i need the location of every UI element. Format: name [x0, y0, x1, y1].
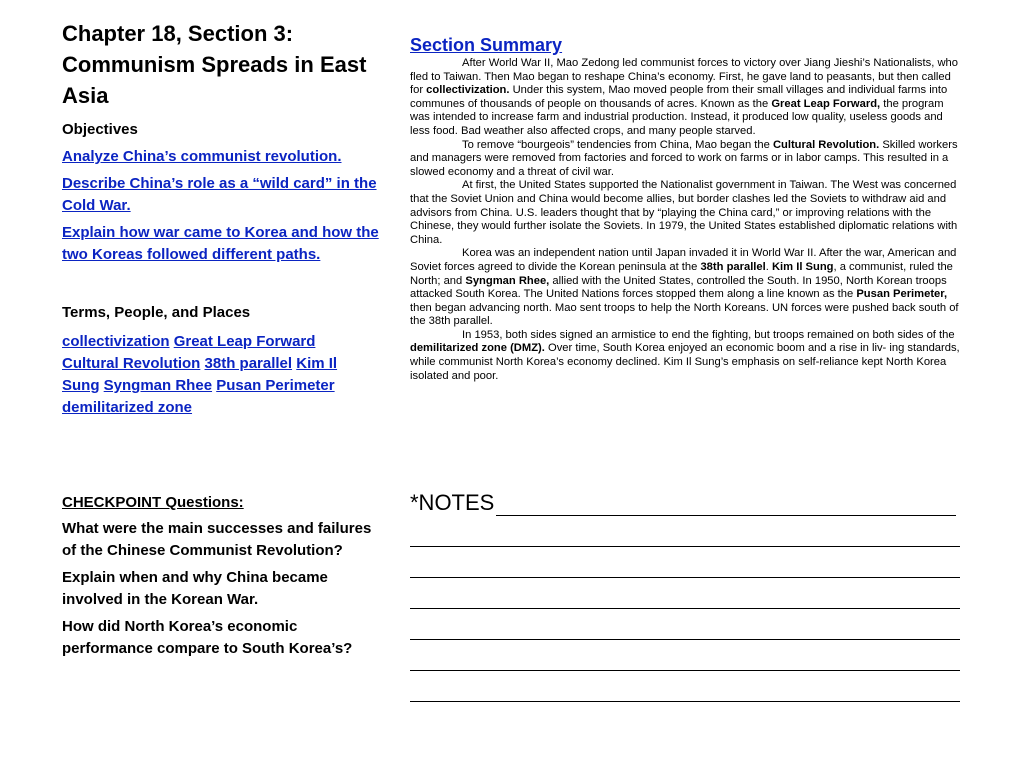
- summary-paragraph: [410, 57, 962, 139]
- summary-text: After World War II, Mao Zedong led communist forces to victory over Jiang Jieshi’s Nationalists, who fled to Taiwan. Then Mao began to reshape China’s economy. First, he gave land to peasants, but then called for: [410, 57, 958, 97]
- notes-line[interactable]: [410, 547, 960, 578]
- key-term: Kim Il Sung: [771, 260, 834, 273]
- summary-paragraph: [410, 329, 962, 383]
- summary-heading: Section Summary: [410, 35, 563, 55]
- summary-paragraph: [410, 247, 962, 329]
- key-term: Cultural Revolution.: [772, 138, 880, 151]
- checkpoint-heading: CHECKPOINT Questions:: [62, 494, 244, 511]
- summary-body: [410, 57, 962, 383]
- key-term: Syngman Rhee,: [465, 274, 550, 287]
- objective-link[interactable]: Explain how war came to Korea and how the two Koreas followed different paths.: [62, 224, 379, 263]
- terms-list: [62, 331, 362, 419]
- notes-label: *NOTES: [410, 490, 495, 515]
- left-column: [62, 18, 382, 419]
- summary-text: In 1953, both sides signed an armistice to end the fighting, but troops remained on both sides of the: [462, 328, 955, 341]
- checkpoint-section: [62, 492, 382, 665]
- term-link[interactable]: Kim Il Sung: [62, 355, 338, 394]
- key-term: 38th parallel: [700, 260, 766, 273]
- notes-line[interactable]: [410, 516, 960, 547]
- page-title: Chapter 18, Section 3: Communism Spreads in East Asia: [62, 21, 367, 108]
- term-link[interactable]: demilitarized zone: [62, 399, 193, 416]
- key-term: Pusan Perimeter,: [856, 288, 948, 301]
- term-link[interactable]: Pusan Perimeter: [216, 377, 335, 394]
- notes-rule: [496, 495, 956, 516]
- summary-text: .: [765, 260, 772, 273]
- notes-line[interactable]: [410, 671, 960, 702]
- checkpoint-question: Explain when and why China became involved in the Korean War.: [62, 569, 328, 608]
- term-link[interactable]: Cultural Revolution: [62, 355, 201, 372]
- summary-text: Under this system, Mao moved people from their small villages and individual farms into communes of thousands of people on thousands of acres. Known as the: [410, 84, 948, 110]
- summary-paragraph: [410, 139, 962, 180]
- checkpoint-question: How did North Korea’s economic performance compare to South Korea’s?: [62, 618, 353, 657]
- objective-link[interactable]: Describe China’s role as a “wild card” in the Cold War.: [62, 175, 377, 214]
- key-term: Great Leap Forward,: [771, 97, 881, 110]
- summary-text: , a communist, ruled the North; and: [410, 260, 953, 287]
- term-link[interactable]: 38th parallel: [204, 355, 293, 372]
- key-term: demilitarized zone (DMZ).: [410, 342, 545, 355]
- objective-link[interactable]: Analyze China’s communist revolution.: [62, 148, 342, 165]
- key-term: collectivization.: [426, 84, 510, 97]
- summary-paragraph: [410, 179, 962, 247]
- term-link[interactable]: collectivization: [62, 333, 170, 350]
- summary-text: To remove “bourgeois” tendencies from China, Mao began the: [462, 138, 773, 151]
- notes-line[interactable]: [410, 578, 960, 609]
- terms-heading: Terms, People, and Places: [62, 304, 251, 321]
- term-link[interactable]: Great Leap Forward: [173, 333, 316, 350]
- summary-text: then began advancing north. Mao sent troops to help the North Koreans. UN forces were pushed back south of the 38th parallel.: [410, 301, 959, 328]
- summary-text: Skilled workers and managers were removed from factories and forced to work on farms or in labor camps. This resulted in a slowed economy and a threat of civil war.: [410, 138, 958, 178]
- summary-text: At first, the United States supported the Nationalist government in Taiwan. The West was concerned that the Soviet Union and China would become allies, but border clashes led the Soviets to withdraw aid and advisors from China. U.S. leaders thought that by “playing the China card,” or improving relations with the Chinese, they would further isolate the Soviets. In 1979, the United States established diplomatic relations with China.: [410, 179, 958, 246]
- notes-section: [410, 490, 962, 702]
- notes-line[interactable]: [410, 640, 960, 671]
- summary-text: allied with the United States, controlled the South. In 1950, North Korean troops attacked South Korea. The United Nations forces stopped them along a line known as the: [410, 274, 947, 301]
- summary-text: Korea was an independent nation until Japan invaded it in World War II. After the war, American and Soviet forces agreed to divide the Korean peninsula at the: [410, 247, 957, 273]
- term-link[interactable]: Syngman Rhee: [103, 377, 213, 394]
- summary-text: the program was intended to increase farm and industrial production. Instead, it produced low quality, useless goods and less food. Bad weather also affected crops, and many people starved.: [410, 97, 944, 137]
- checkpoint-question: What were the main successes and failures of the Chinese Communist Revolution?: [62, 520, 372, 559]
- objectives-heading: Objectives: [62, 121, 138, 138]
- notes-heading-row: [410, 490, 962, 516]
- summary-column: [410, 33, 962, 383]
- notes-line[interactable]: [410, 609, 960, 640]
- summary-text: Over time, South Korea enjoyed an economic boom and a rise in liv- ing standards, while communist North Korea’s economy declined. Kim Il Sung’s emphasis on self-reliance kept North Korea isolated and poor.: [410, 342, 960, 382]
